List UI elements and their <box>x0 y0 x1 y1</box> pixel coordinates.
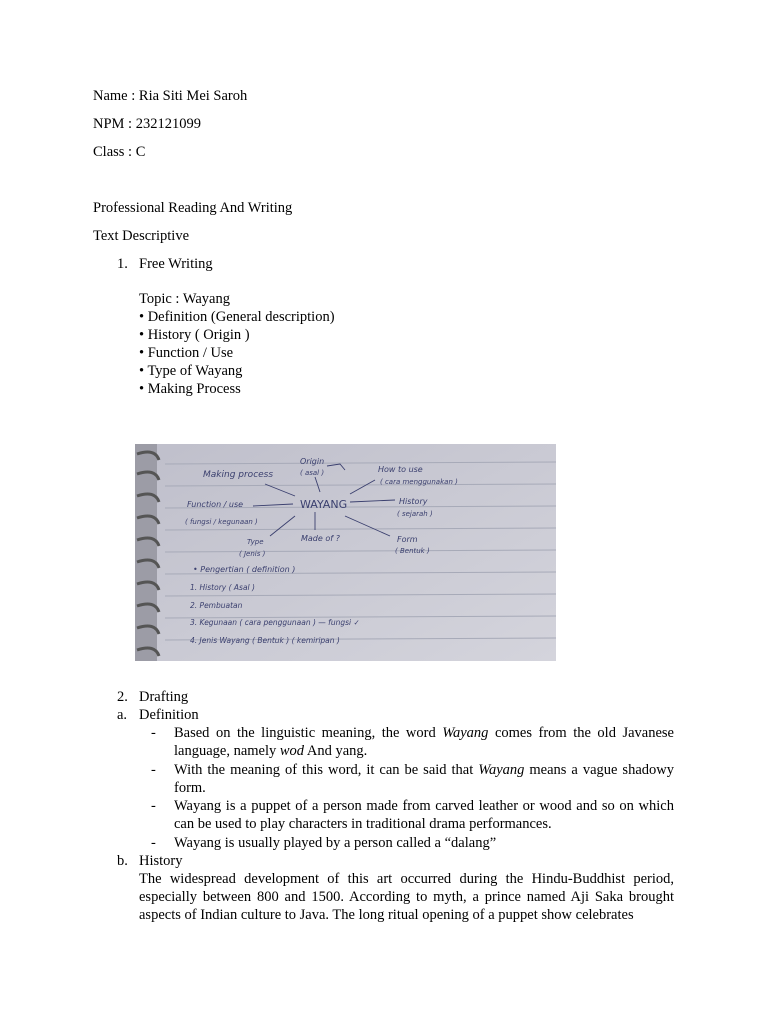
outline-item: • Type of Wayang <box>139 363 243 379</box>
subsection-b-label: b. <box>117 853 128 869</box>
note-form-id: ( Bentuk ) <box>395 547 430 555</box>
note-list-item: 1. History ( Asal ) <box>190 583 255 592</box>
definition-point: Based on the linguistic meaning, the word Wayang comes from the old Javanese language, namely wod And yang. <box>174 725 674 760</box>
outline-item: • History ( Origin ) <box>139 327 250 343</box>
note-history-id: ( sejarah ) <box>397 510 433 518</box>
section-1-title: Free Writing <box>139 256 213 272</box>
notebook-photo <box>135 444 556 661</box>
note-origin: Origin <box>300 457 325 466</box>
section-2-title: Drafting <box>139 689 189 705</box>
section-1-number: 1. <box>117 256 128 272</box>
note-origin-id: ( asal ) <box>300 469 325 477</box>
note-center-wayang: WAYANG <box>300 498 348 511</box>
student-npm: NPM : 232121099 <box>93 116 201 132</box>
text-type: Text Descriptive <box>93 228 190 244</box>
outline-item: • Making Process <box>139 381 241 397</box>
definition-point: Wayang is usually played by a person called a “dalang” <box>174 835 497 851</box>
note-list-item: • Pengertian ( definition ) <box>193 565 296 574</box>
note-history: History <box>399 497 428 506</box>
dash-marker: - <box>151 762 156 778</box>
note-how-to-use: How to use <box>378 465 423 474</box>
note-list-item: 3. Kegunaan ( cara penggunaan ) — fungsi ✓ <box>190 618 360 627</box>
note-making-process: Making process <box>203 470 274 480</box>
note-function-use-id: ( fungsi / kegunaan ) <box>185 518 258 526</box>
definition-point: With the meaning of this word, it can be said that Wayang means a vague shadowy form. <box>174 762 674 797</box>
outline-item: • Function / Use <box>139 345 234 361</box>
note-type-id: ( Jenis ) <box>239 550 266 558</box>
subsection-a-title: Definition <box>139 707 199 723</box>
dash-marker: - <box>151 835 156 851</box>
topic-line: Topic : Wayang <box>139 291 230 307</box>
note-how-to-use-id: ( cara menggunakan ) <box>380 478 458 486</box>
subsection-b-title: History <box>139 853 183 869</box>
definition-point: Wayang is a puppet of a person made from carved leather or wood and so on which can be used to play characters in traditional drama performances. <box>174 798 674 833</box>
subsection-a-label: a. <box>117 707 128 723</box>
student-name: Name : Ria Siti Mei Saroh <box>93 88 248 104</box>
note-made-of: Made of ? <box>301 534 340 543</box>
dash-marker: - <box>151 798 156 814</box>
outline-item: • Definition (General description) <box>139 309 335 325</box>
note-list-item: 2. Pembuatan <box>190 601 243 610</box>
note-function-use: Function / use <box>187 500 244 509</box>
note-list-item: 4. Jenis Wayang ( Bentuk ) ( kemiripan ) <box>190 636 340 645</box>
note-type: Type <box>247 538 264 546</box>
course-title: Professional Reading And Writing <box>93 200 293 216</box>
student-class: Class : C <box>93 144 146 160</box>
section-2-number: 2. <box>117 689 128 705</box>
dash-marker: - <box>151 725 156 741</box>
note-form: Form <box>397 535 418 544</box>
history-paragraph: The widespread development of this art occurred during the Hindu-Buddhist period, especially between 800 and 1500. According to myth, a prince named Aji Saka brought aspects of Indian culture to Java. The long ritual opening of a puppet show celebrates <box>139 871 674 924</box>
